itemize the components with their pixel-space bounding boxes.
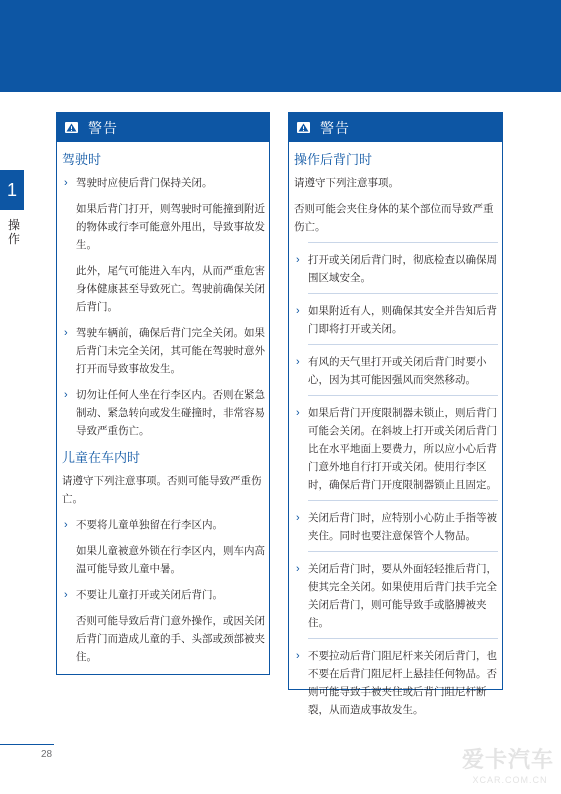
warning-icon xyxy=(65,122,78,133)
indented-paragraph: 如果后背门打开，则驾驶时可能撞到附近的物体或行李可能意外甩出，导致事故发生。 xyxy=(76,203,265,251)
left-warning-body xyxy=(57,142,269,666)
bullet-chevron-icon: › xyxy=(64,177,68,189)
chapter-number: 1 xyxy=(6,180,17,200)
left-warning-header xyxy=(57,113,269,142)
bullet-item xyxy=(294,560,498,632)
bullet-text: 关闭后背门时，应特别小心防止手指等被夹住。同时也要注意保管个人物品。 xyxy=(308,512,497,542)
bullet-text: 驾驶时应使后背门保持关闭。 xyxy=(76,177,213,189)
section-title: 儿童在车内时 xyxy=(62,450,141,465)
header-band xyxy=(0,0,561,92)
bullet-text: 不要让儿童打开或关闭后背门。 xyxy=(76,589,223,601)
bullet-chevron-icon: › xyxy=(296,356,300,368)
warning-icon xyxy=(297,122,310,133)
bullet-item xyxy=(62,174,265,192)
indented-paragraph: 否则可能导致后背门意外操作，或因关闭后背门而造成儿童的手、头部或颈部被夹住。 xyxy=(76,615,265,663)
paragraph: 请遵守下列注意事项。否则可能导致严重伤亡。 xyxy=(62,475,262,505)
bullet-text: 驾驶车辆前，确保后背门完全关闭。如果后背门未完全关闭，其可能在驾驶时意外打开而导致事故发生。 xyxy=(76,327,265,375)
bullet-item xyxy=(294,404,498,494)
bullet-chevron-icon: › xyxy=(64,389,68,401)
bullet-text: 切勿让任何人坐在行李区内。否则在紧急制动、紧急转向或发生碰撞时，非常容易导致严重伤亡。 xyxy=(76,389,265,437)
page-number: 28 xyxy=(41,749,53,760)
bullet-chevron-icon: › xyxy=(296,305,300,317)
indented-paragraph: 如果儿童被意外锁在行李区内，则车内高温可能导致儿童中暑。 xyxy=(76,545,265,575)
paragraph: 否则可能会夹住身体的某个部位而导致严重伤亡。 xyxy=(294,203,494,233)
right-warning-box xyxy=(288,112,503,716)
right-warning-body xyxy=(289,142,502,719)
bullet-item xyxy=(62,516,265,534)
item-separator xyxy=(308,242,498,243)
item-separator xyxy=(308,293,498,294)
bullet-item xyxy=(62,386,265,440)
bullet-chevron-icon: › xyxy=(296,563,300,575)
bullet-chevron-icon: › xyxy=(64,519,68,531)
bullet-text: 如果附近有人，则确保其安全并告知后背门即将打开或关闭。 xyxy=(308,305,497,335)
bullet-chevron-icon: › xyxy=(64,589,68,601)
right-warning-header xyxy=(289,113,502,142)
item-separator xyxy=(308,344,498,345)
bullet-chevron-icon: › xyxy=(296,512,300,524)
bullet-chevron-icon: › xyxy=(64,327,68,339)
footer-rule xyxy=(0,744,54,745)
bullet-item xyxy=(62,324,265,378)
bullet-text: 关闭后背门时，要从外面轻轻推后背门，使其完全关闭。如果使用后背门扶手完全关闭后背门，则可能导致手或胳膊被夹住。 xyxy=(308,563,497,629)
bullet-chevron-icon: › xyxy=(296,650,300,662)
left-warning-box xyxy=(56,112,270,675)
bullet-text: 不要将儿童单独留在行李区内。 xyxy=(76,519,223,531)
left-warning-title: 警告 xyxy=(88,119,118,136)
bullet-item xyxy=(294,353,498,389)
bullet-text: 打开或关闭后背门时，彻底检查以确保周围区域安全。 xyxy=(308,254,497,284)
bullet-text: 不要拉动后背门阻尼杆来关闭后背门，也不要在后背门阻尼杆上悬挂任何物品。否则可能导致手被夹住或后背门阻尼杆断裂，从而造成事故发生。 xyxy=(308,650,497,716)
chapter-number-tab xyxy=(0,170,24,210)
section-title: 操作后背门时 xyxy=(294,152,373,167)
bullet-item xyxy=(294,647,498,719)
bullet-item xyxy=(294,251,498,287)
bullet-text: 如果后背门开度限制器未锁止，则后背门可能会关闭。在斜坡上打开或关闭后背门比在水平地面上要费力，所以应小心后背门意外地自行打开或关闭。使用行李区时，确保后背门开度限制器锁止且固定。 xyxy=(308,407,497,491)
watermark-logo: 爱卡汽车 xyxy=(461,747,554,772)
indented-paragraph: 此外，尾气可能进入车内，从而严重危害身体健康甚至导致死亡。驾驶前确保关闭后背门。 xyxy=(76,265,265,313)
item-separator xyxy=(308,500,498,501)
paragraph: 请遵守下列注意事项。 xyxy=(294,177,399,189)
watermark-url: XCAR.COM.CN xyxy=(472,775,548,785)
bullet-item xyxy=(62,586,265,604)
bullet-item xyxy=(294,302,498,338)
bullet-chevron-icon: › xyxy=(296,407,300,419)
bullet-text: 有风的天气里打开或关闭后背门时要小心，因为其可能因强风而突然移动。 xyxy=(308,356,487,386)
item-separator xyxy=(308,395,498,396)
chapter-label: 操作 xyxy=(7,218,20,246)
right-warning-title: 警告 xyxy=(320,119,350,136)
item-separator xyxy=(308,551,498,552)
section-title: 驾驶时 xyxy=(62,152,102,167)
bullet-item xyxy=(294,509,498,545)
bullet-chevron-icon: › xyxy=(296,254,300,266)
item-separator xyxy=(308,638,498,639)
